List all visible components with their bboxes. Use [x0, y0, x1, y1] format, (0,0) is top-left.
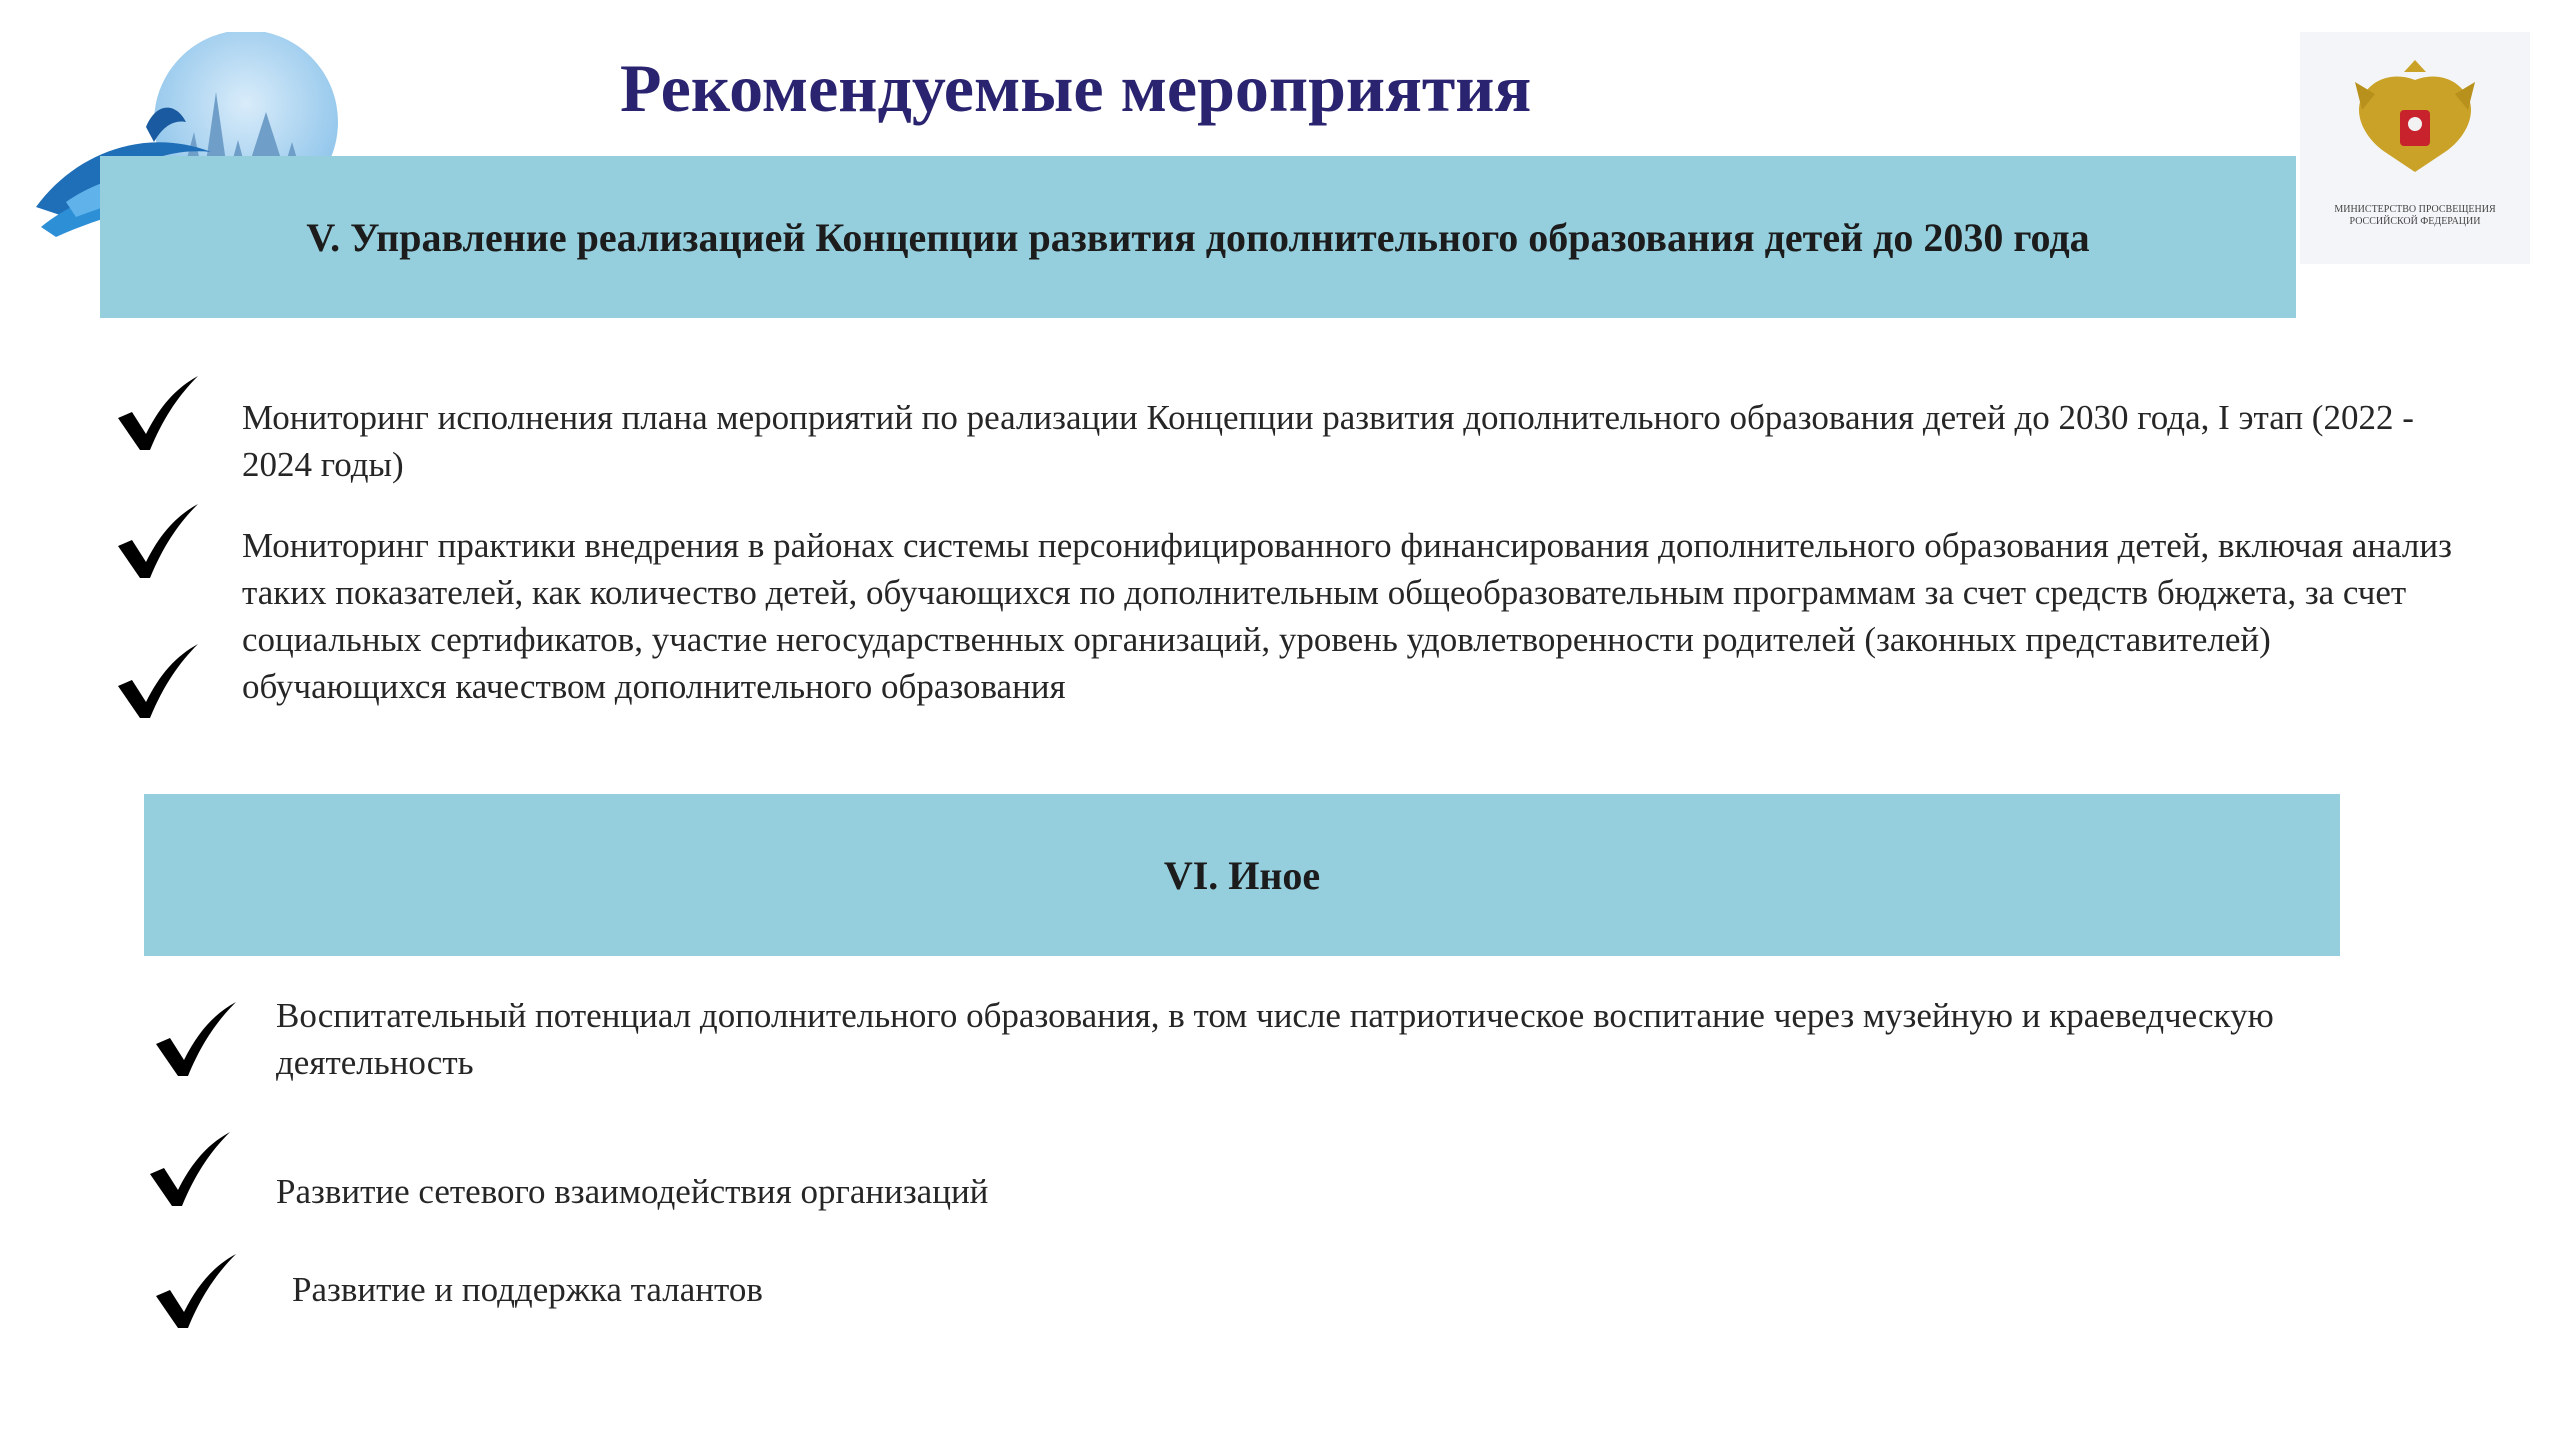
check-icon [112, 640, 202, 725]
section-v-title: V. Управление реализацией Концепции развития дополнительного образования детей до 2030 года [306, 214, 2090, 260]
section-v-header [100, 156, 2296, 318]
check-icon [150, 998, 240, 1083]
list-item: Развитие сетевого взаимодействия организаций [276, 1172, 989, 1211]
list-item: Мониторинг практики внедрения в районах системы персонифицированного финансирования дополнительного образования детей, включая анализ таких показателей, как количество детей, обучающихся по дополнительным общеобразовательным программам за счет средств бюджета, за счет социальных сертификатов, участие негосударственных организаций, уровень удовлетворенности родителей (законных представителей) обучающихся качеством дополнительного образования [242, 526, 2452, 706]
list-item: Развитие и поддержка талантов [292, 1270, 763, 1309]
check-icon [150, 1250, 240, 1335]
ministry-logo [2300, 32, 2530, 264]
page-title: Рекомендуемые мероприятия [620, 50, 1532, 126]
section-vi-header [144, 794, 2340, 956]
list-item: Мониторинг исполнения плана мероприятий по реализации Концепции развития дополнительного образования детей до 2030 года, I этап (2022 - 2024 годы) [242, 398, 2414, 484]
check-icon [112, 372, 202, 457]
check-icon [144, 1128, 234, 1213]
ministry-name: МИНИСТЕРСТВО ПРОСВЕЩЕНИЯ РОССИЙСКОЙ ФЕДЕРАЦИИ [2334, 204, 2496, 227]
check-icon [112, 500, 202, 585]
list-item: Воспитательный потенциал дополнительного образования, в том числе патриотическое воспитание через музейную и краеведческую деятельность [276, 996, 2274, 1082]
section-vi-title: VI. Иное [1163, 852, 1321, 898]
